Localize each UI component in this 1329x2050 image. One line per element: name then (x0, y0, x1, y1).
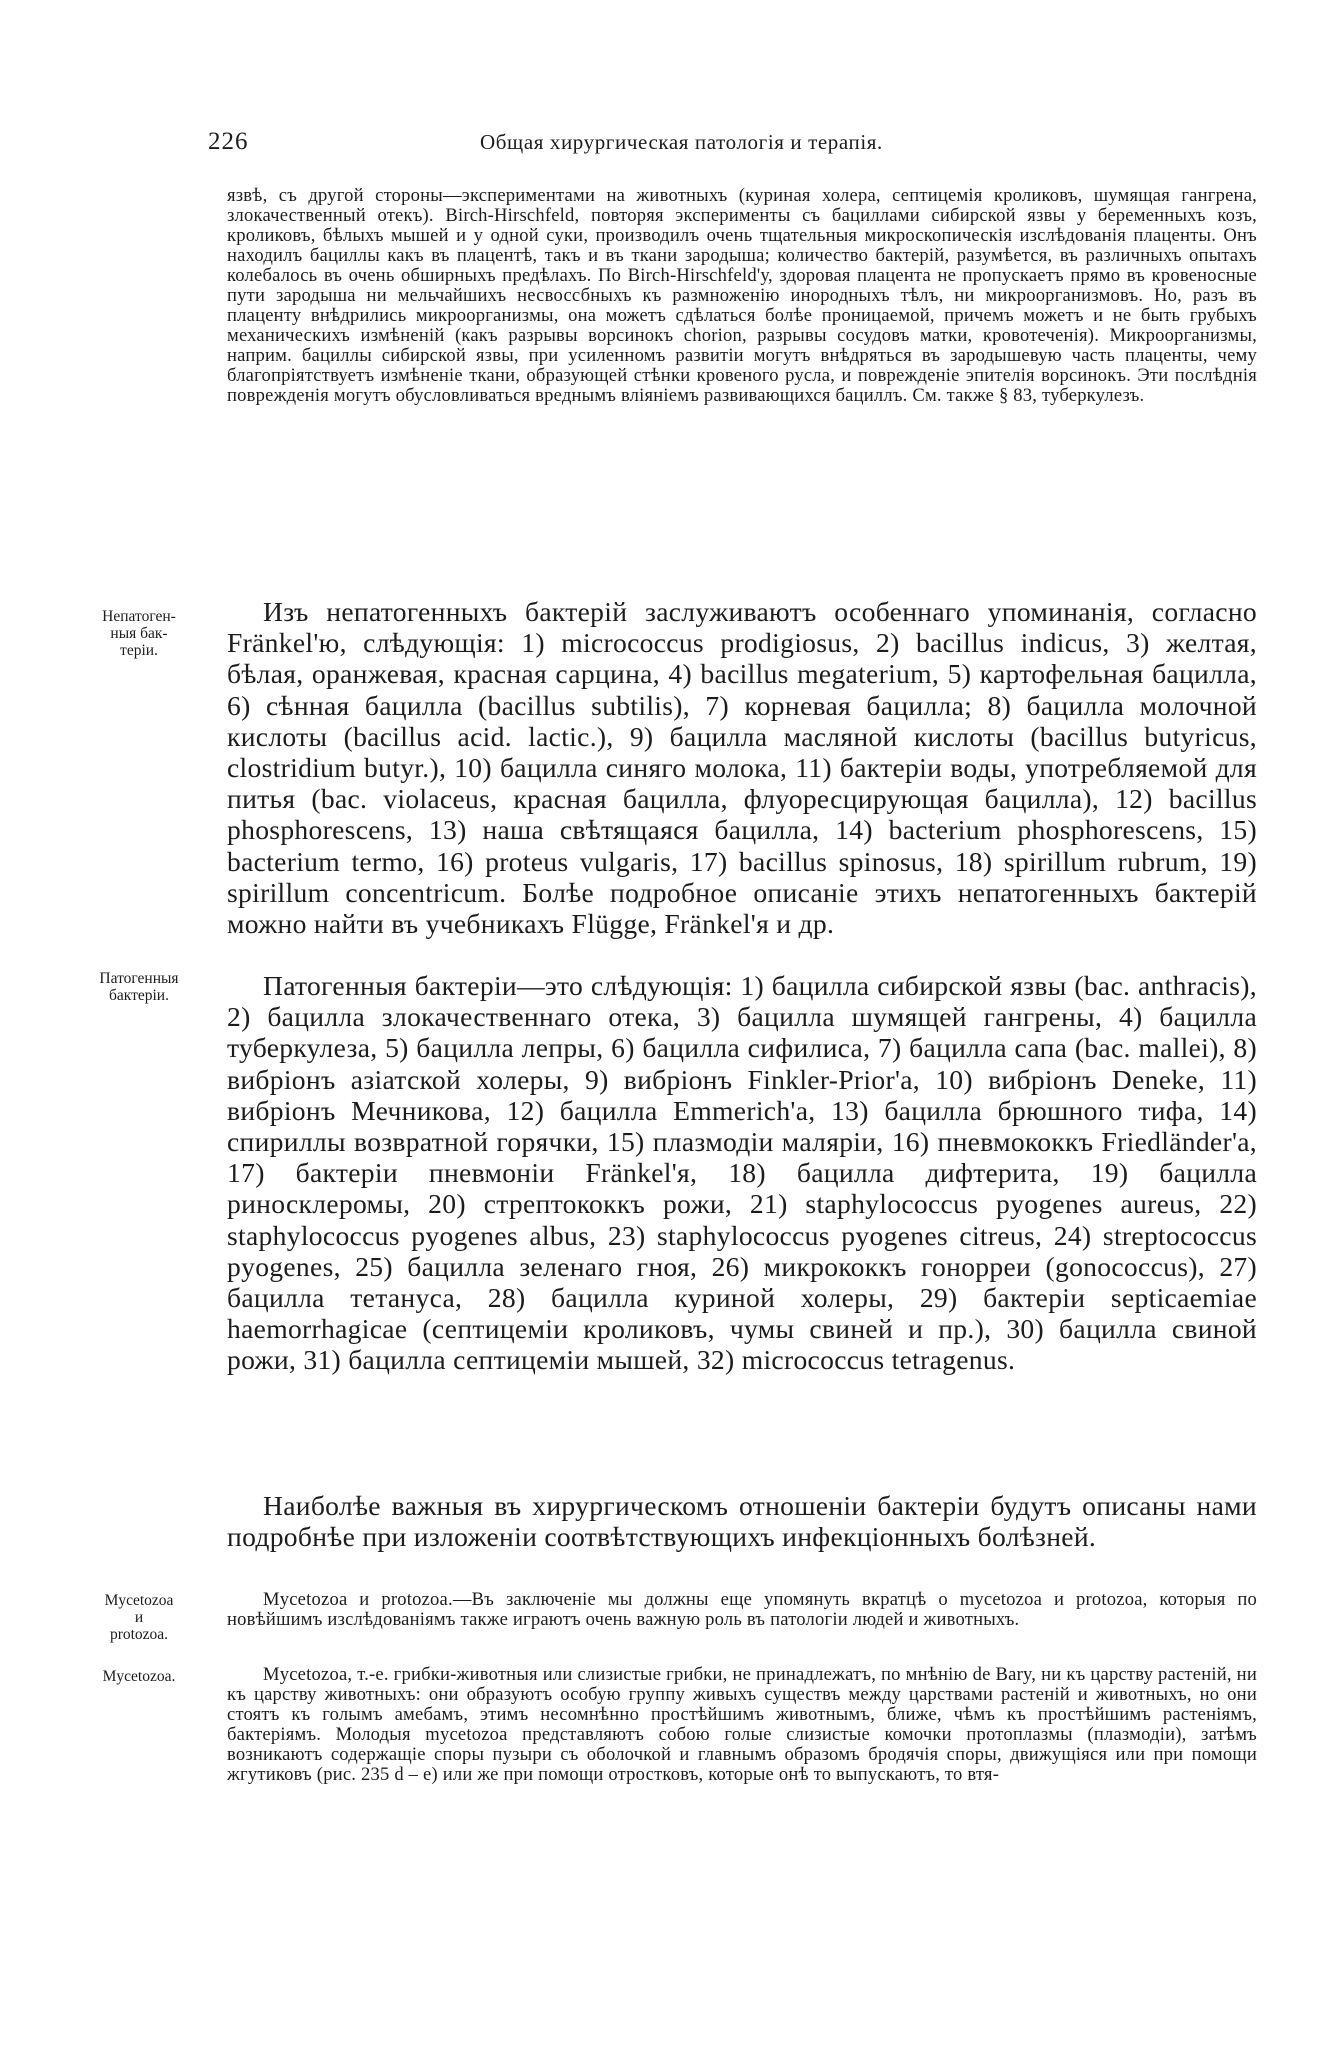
margin-note-line: Патогенныя (99, 970, 179, 987)
margin-note-line: бактеріи. (109, 987, 169, 1004)
paragraph-text: Патогенныя бактеріи—это слѣдующія: 1) бацилла сибирской язвы (bac. anthracis), 2) бацилла злокачественнаго отека, 3) бацилла шумящей гангрены, 4) бацилла туберкулеза, 5) бацилла лепры, 6) бацилла сифилиса, 7) бацилла сапа (bac. mallei), 8) вибріонъ азіатской холеры, 9) вибріонъ Finkler-Prior'а, 10) вибріонъ Deneke, 11) вибріонъ Мечникова, 12) бацилла Emmerich'а, 13) бацилла брюшного тифа, 14) спириллы возвратной горячки, 15) плазмодіи маляріи, 16) пневмококкъ Friedländer'а, 17) бактеріи пневмоніи Fränkel'я, 18) бацилла дифтерита, 19) бацилла риносклеромы, 20) стрептококкъ рожи, 21) staphylococcus pyogenes aureus, 22) staphylococcus pyogenes albus, 23) staphylococcus pyogenes citreus, 24) streptococcus pyogenes, 25) бацилла зеленаго гноя, 26) микрококкъ гонорреи (gonococcus), 27) бацилла тетануса, 28) бацилла куриной холеры, 29) бактеріи septicaemiae haemorrhagicae (септицеміи кроликовъ, чумы свиней и пр.), 30) бацилла свиной рожи, 31) бацилла септицеміи мышей, 32) micrococcus tetragenus. (227, 970, 1257, 1376)
margin-note-mycetozoa (68, 1668, 210, 1685)
paragraph-mycetozoa-protozoa (227, 1590, 1257, 1630)
paragraph-surgical-importance (227, 1490, 1257, 1552)
margin-note-pathogenic (68, 970, 210, 1004)
running-title: Общая хирургическая патологія и терапія. (480, 130, 883, 154)
margin-note-line: Непатоген- (102, 608, 176, 625)
margin-note-line: Mycetozoa (104, 1592, 174, 1609)
paragraph-pathogenic-bacteria (227, 970, 1257, 1376)
page-header (208, 128, 1008, 168)
page-number: 226 (208, 128, 249, 155)
margin-note-line: ныя бак- (110, 625, 168, 642)
paragraph-nonpathogenic-bacteria (227, 596, 1257, 939)
paragraph-text: Изъ непатогенныхъ бактерій заслуживаютъ особеннаго упоминанія, согласно Fränkel'ю, слѣдующія: 1) micrococcus prodigiosus, 2) bacillus indicus, 3) желтая, бѣлая, оранжевая, красная сарцина, 4) bacillus megaterium, 5) картофельная бацилла, 6) сѣнная бацилла (bacillus subtilis), 7) корневая бацилла; 8) бацилла молочной кислоты (bacillus acid. lactic.), 9) бацилла масляной кислоты (bacillus butyricus, clostridium butyr.), 10) бацилла синяго молока, 11) бактеріи воды, употребляемой для питья (bac. violaceus, красная бацилла, флуоресцирующая бацилла), 12) bacillus phosphorescens, 13) наша свѣтящаяся бацилла, 14) bacterium phosphorescens, 15) bacterium termo, 16) proteus vulgaris, 17) bacillus spinosus, 18) spirillum rubrum, 19) spirillum concentricum. Болѣе подробное описаніе этихъ непатогенныхъ бактерій можно найти въ учебникахъ Flügge, Fränkel'я и др. (227, 596, 1257, 940)
paragraph-text: Mycetozoa и protozoa.—Въ заключеніе мы должны еще упомянуть вкратцѣ о mycetozoa и protozoa, которыя по новѣйшимъ изслѣдованіямъ также играютъ очень важную роль въ патологіи людей и животныхъ. (227, 1589, 1257, 1631)
paragraph-text: язвѣ, съ другой стороны—экспериментами на животныхъ (куриная холера, септицемія кроликовъ, шумящая гангрена, злокачественный отекъ). Birch-Hirschfeld, повторяя эксперименты съ бациллами сибирской язвы у беременныхъ козъ, кроликовъ, бѣлыхъ мышей и у одной суки, производилъ очень тщательныя микроскопическія изслѣдованія плаценты. Онъ находилъ бациллы какъ въ плацентѣ, такъ и въ ткани зародыша; количество бактерій, разумѣется, въ различныхъ опытахъ колебалось въ очень обширныхъ предѣлахъ. По Birch-Hirschfeld'у, здоровая плацента не пропускаетъ прямо въ кровеносные пути зародыша ни мельчайшихъ несвоссбныхъ къ размноженію инородныхъ тѣлъ, ни микроорганизмовъ. Но, разъ въ плаценту внѣдрились микроорганизмы, она можетъ сдѣлаться болѣе проницаемой, причемъ можетъ и не быть грубыхъ механическихъ измѣненій (какъ разрывы ворсинокъ chorion, разрывы сосудовъ матки, кровотеченія). Микроорганизмы, наприм. бациллы сибирской язвы, при усиленномъ развитіи могутъ внѣдряться въ зародышевую часть плаценты, чему благопріятствуетъ измѣненіе ткани, образующей стѣнки кровеного русла, и поврежденіе эпителія ворсинокъ. Эти послѣднія поврежденія могутъ обусловливаться вреднымъ вліяніемъ развивающихся бациллъ. См. также § 83, туберкулезъ. (227, 185, 1257, 407)
margin-note-line: Mycetozoa. (102, 1668, 176, 1685)
margin-note-line: и (134, 1609, 144, 1626)
paragraph-mycetozoa (227, 1665, 1257, 1785)
margin-note-line: protozoa. (109, 1626, 169, 1643)
paragraph-birch-hirschfeld (227, 186, 1257, 407)
margin-note-nonpathogenic (68, 608, 210, 659)
margin-note-line: теріи. (120, 642, 158, 659)
paragraph-text: Наиболѣе важныя въ хирургическомъ отношеніи бактеріи будутъ описаны нами подробнѣе при изложеніи соотвѣтствующихъ инфекціонныхъ болѣзней. (227, 1490, 1257, 1553)
margin-note-mycetozoa-protozoa (68, 1592, 210, 1643)
paragraph-text: Mycetozoa, т.-е. грибки-животныя или слизистые грибки, не принадлежатъ, по мнѣнію de Bary, ни къ царству растеній, ни къ царству животныхъ: они образуютъ особую группу живыхъ существъ между царствами растеній и животныхъ, но они стоятъ къ голымъ амебамъ, этимъ несомнѣнно простѣйшимъ животнымъ, ближе, чѣмъ къ простѣйшимъ растеніямъ, бактеріямъ. Молодыя mycetozoa представляютъ собою голые слизистые комочки протоплазмы (плазмодіи), затѣмъ возникаютъ содержащіе споры пузыри съ оболочкой и главнымъ образомъ бродячія споры, движущіяся или при помощи жгутиковъ (рис. 235 d – e) или же при помощи отростковъ, которые онѣ то выпускаютъ, то втя- (227, 1664, 1257, 1786)
